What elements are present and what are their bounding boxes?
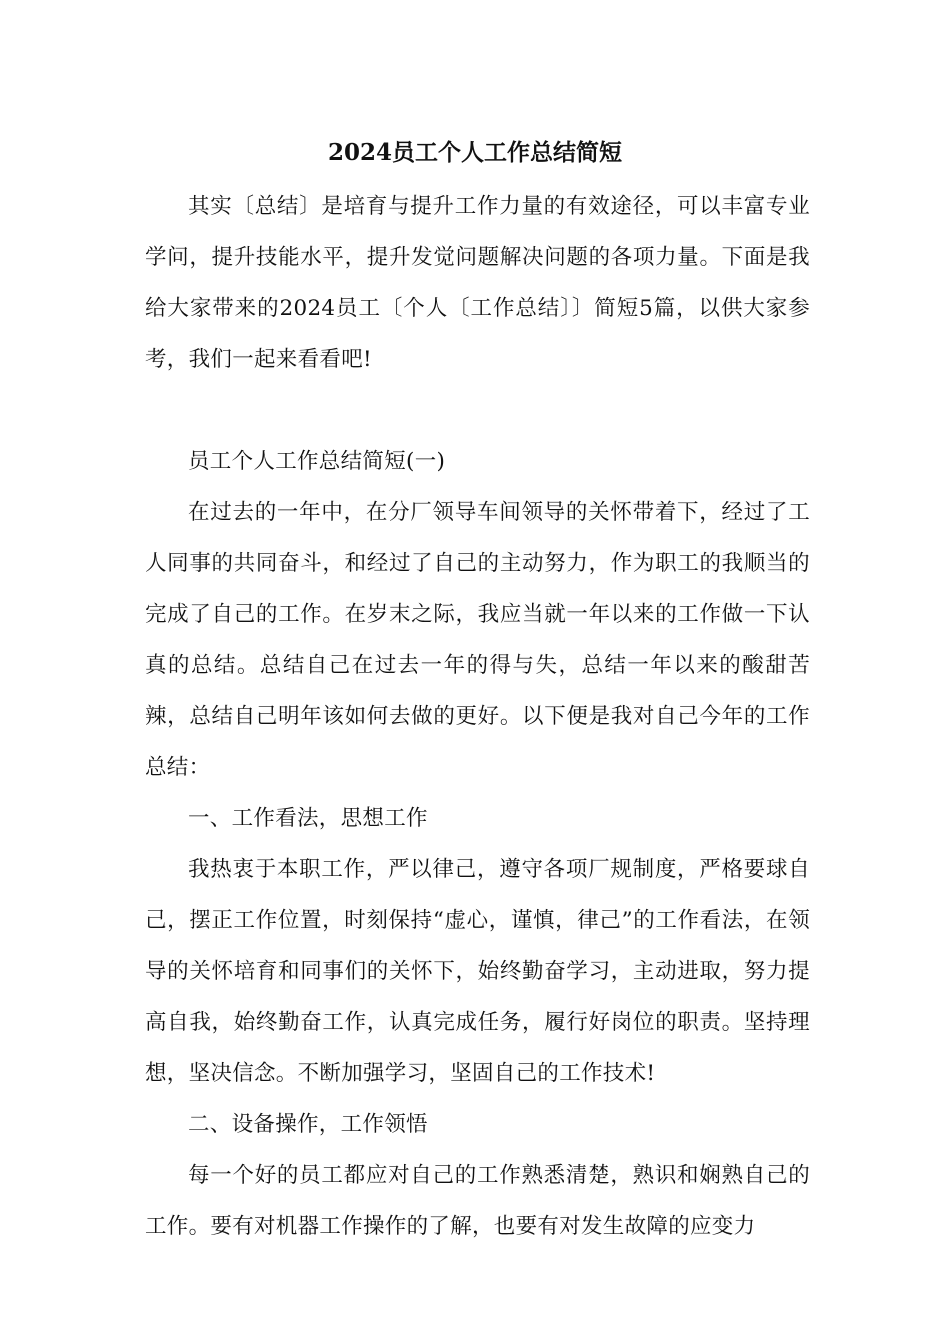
document-title: 2024员工个人工作总结简短 <box>327 139 622 166</box>
section-heading: 员工个人工作总结简短(一) <box>188 449 446 474</box>
point-heading-2: 二、设备操作，工作领悟 <box>188 1112 428 1137</box>
intro-paragraph: 其实〔总结〕是培育与提升工作力量的有效途径，可以丰富专业学问，提升技能水平，提升发觉问题解决问题的各项力量。下面是我给大家带来的2024员工〔个人〔工作总结〕〕简短5篇，以供大家参考，我们一起来看看吧! <box>145 194 810 372</box>
point-paragraph-2: 每一个好的员工都应对自己的工作熟悉清楚，熟识和娴熟自己的工作。要有对机器工作操作的了解，也要有对发生故障的应变力 <box>145 1163 810 1239</box>
point-paragraph-1: 我热衷于本职工作，严以律己，遵守各项厂规制度，严格要球自己，摆正工作位置，时刻保持“虚心，谨慎，律己”的工作看法，在领导的关怀培育和同事们的关怀下，始终勤奋学习，主动进取，努力提高自我，始终勤奋工作，认真完成任务，履行好岗位的职责。坚持理想，坚决信念。不断加强学习，坚固自己的工作技术! <box>145 857 810 1086</box>
section-paragraph: 在过去的一年中，在分厂领导车间领导的关怀带着下，经过了工人同事的共同奋斗，和经过了自己的主动努力，作为职工的我顺当的完成了自己的工作。在岁末之际，我应当就一年以来的工作做一下认真的总结。总结自己在过去一年的得与失，总结一年以来的酸甜苦辣，总结自己明年该如何去做的更好。以下便是我对自己今年的工作总结： <box>145 500 810 780</box>
document-body <box>145 181 810 1252</box>
paragraph-spacer <box>145 385 810 436</box>
point-heading-1: 一、工作看法，思想工作 <box>188 806 428 831</box>
